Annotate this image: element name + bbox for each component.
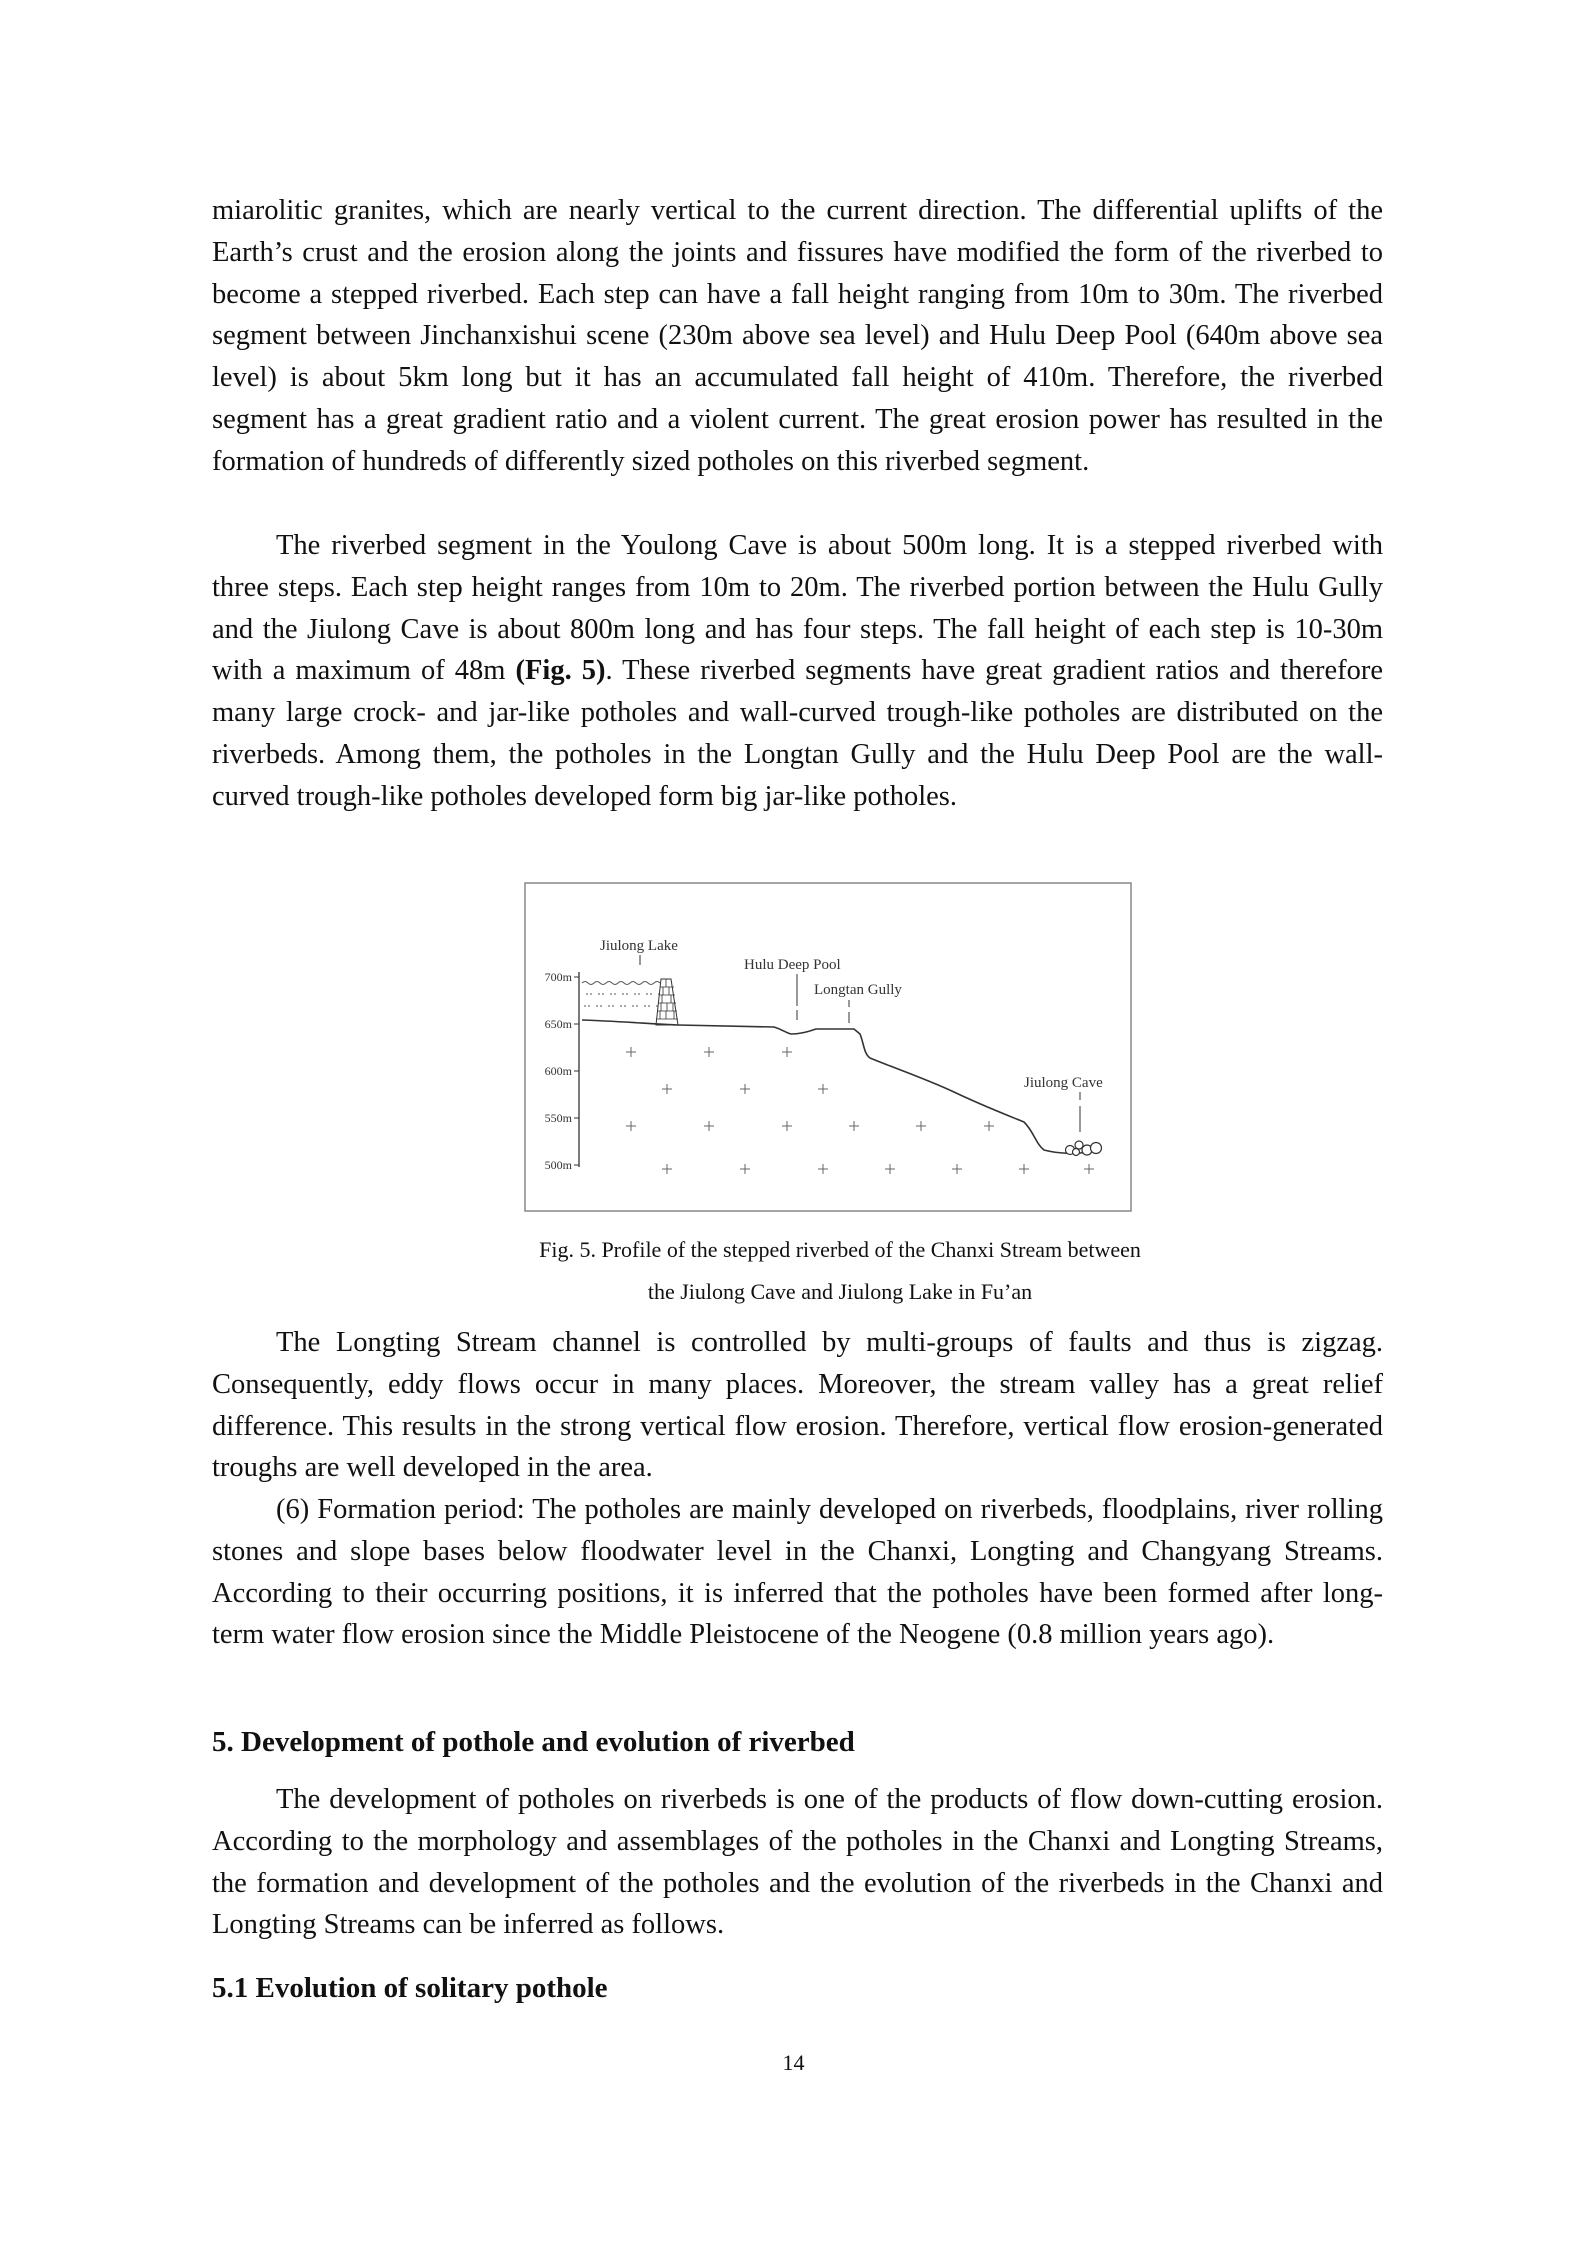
section-heading: 5. Development of pothole and evolution of riverbed — [212, 1726, 855, 1758]
y-tick-label-600: 600m — [544, 1064, 572, 1078]
paragraph-4: (6) Formation period: The potholes are mainly developed on riverbeds, floodplains, river rolling stones and slope bases below floodwater level in the Chanxi, Longting and Changyang Streams. According to their occurring positions, it is inferred that the potholes have been formed after long-term water flow erosion since the Middle Pleistocene of the Neogene (0.8 million years ago). — [212, 1494, 1383, 1651]
y-tick-label-550: 550m — [544, 1111, 572, 1125]
paragraph-5: The development of potholes on riverbeds is one of the products of flow down-cutting erosion. According to the morphology and assemblages of the potholes in the Chanxi and Longting Streams, the formation and development of the potholes and the evolution of the riverbeds in the Chanxi and Longting Streams can be inferred as follows. — [212, 1784, 1383, 1941]
y-tick-label-650: 650m — [544, 1017, 572, 1031]
label-hulu-deep-pool: Hulu Deep Pool — [744, 957, 841, 973]
page-number: 14 — [782, 2050, 805, 2075]
paragraph-2 — [212, 525, 1383, 818]
paragraph-2-tail: . These riverbed segments have great gradient ratios and therefore many large crock- and jar-like potholes and wall-curved trough-like potholes are distributed on the riverbeds. Among them, the potholes in the Longtan Gully and the Hulu Deep Pool are the wall-curved trough-like potholes developed form big jar-like potholes. — [212, 655, 1383, 812]
paragraph-3: The Longting Stream channel is controlled by multi-groups of faults and thus is zigzag. Consequently, eddy flows occur in many places. Moreover, the stream valley has a great relief difference. This results in the strong vertical flow erosion. Therefore, vertical flow erosion-generated troughs are well developed in the area. — [212, 1327, 1383, 1484]
paragraph-2-text: The riverbed segment in the Youlong Cave is about 500m long. It is a stepped riverbed with three steps. Each step height ranges from 10m to 20m. The riverbed portion between the Hulu Gully and the Jiulong Cave is about 800m long and has four steps. The fall height of each step is 10-30m with a maximum of 48m — [212, 530, 1383, 687]
subsection-heading: 5.1 Evolution of solitary pothole — [212, 1972, 608, 2004]
y-tick-label-500: 500m — [544, 1158, 572, 1172]
figure-frame — [525, 883, 1131, 1211]
figure-reference: (Fig. 5) — [515, 655, 606, 687]
label-jiulong-lake: Jiulong Lake — [600, 938, 678, 954]
paragraph-1: miarolitic granites, which are nearly vertical to the current direction. The differential uplifts of the Earth’s crust and the erosion along the joints and fissures have modified the form of the riverbed to become a stepped riverbed. Each step can have a fall height ranging from 10m to 30m. The riverbed segment between Jinchanxishui scene (230m above sea level) and Hulu Deep Pool (640m above sea level) is about 5km long but it has an accumulated fall height of 410m. Therefore, the riverbed segment has a great gradient ratio and a violent current. The great erosion power has resulted in the formation of hundreds of differently sized potholes on this riverbed segment. — [212, 195, 1383, 477]
label-longtan-gully: Longtan Gully — [814, 982, 902, 998]
y-tick-label-700: 700m — [544, 970, 572, 984]
label-jiulong-cave: Jiulong Cave — [1024, 1075, 1103, 1091]
figure-caption-line-1: Fig. 5. Profile of the stepped riverbed of the Chanxi Stream between — [539, 1237, 1141, 1262]
figure-caption-line-2: the Jiulong Cave and Jiulong Lake in Fu’an — [647, 1279, 1033, 1304]
riverbed-profile-figure — [524, 882, 1132, 1212]
